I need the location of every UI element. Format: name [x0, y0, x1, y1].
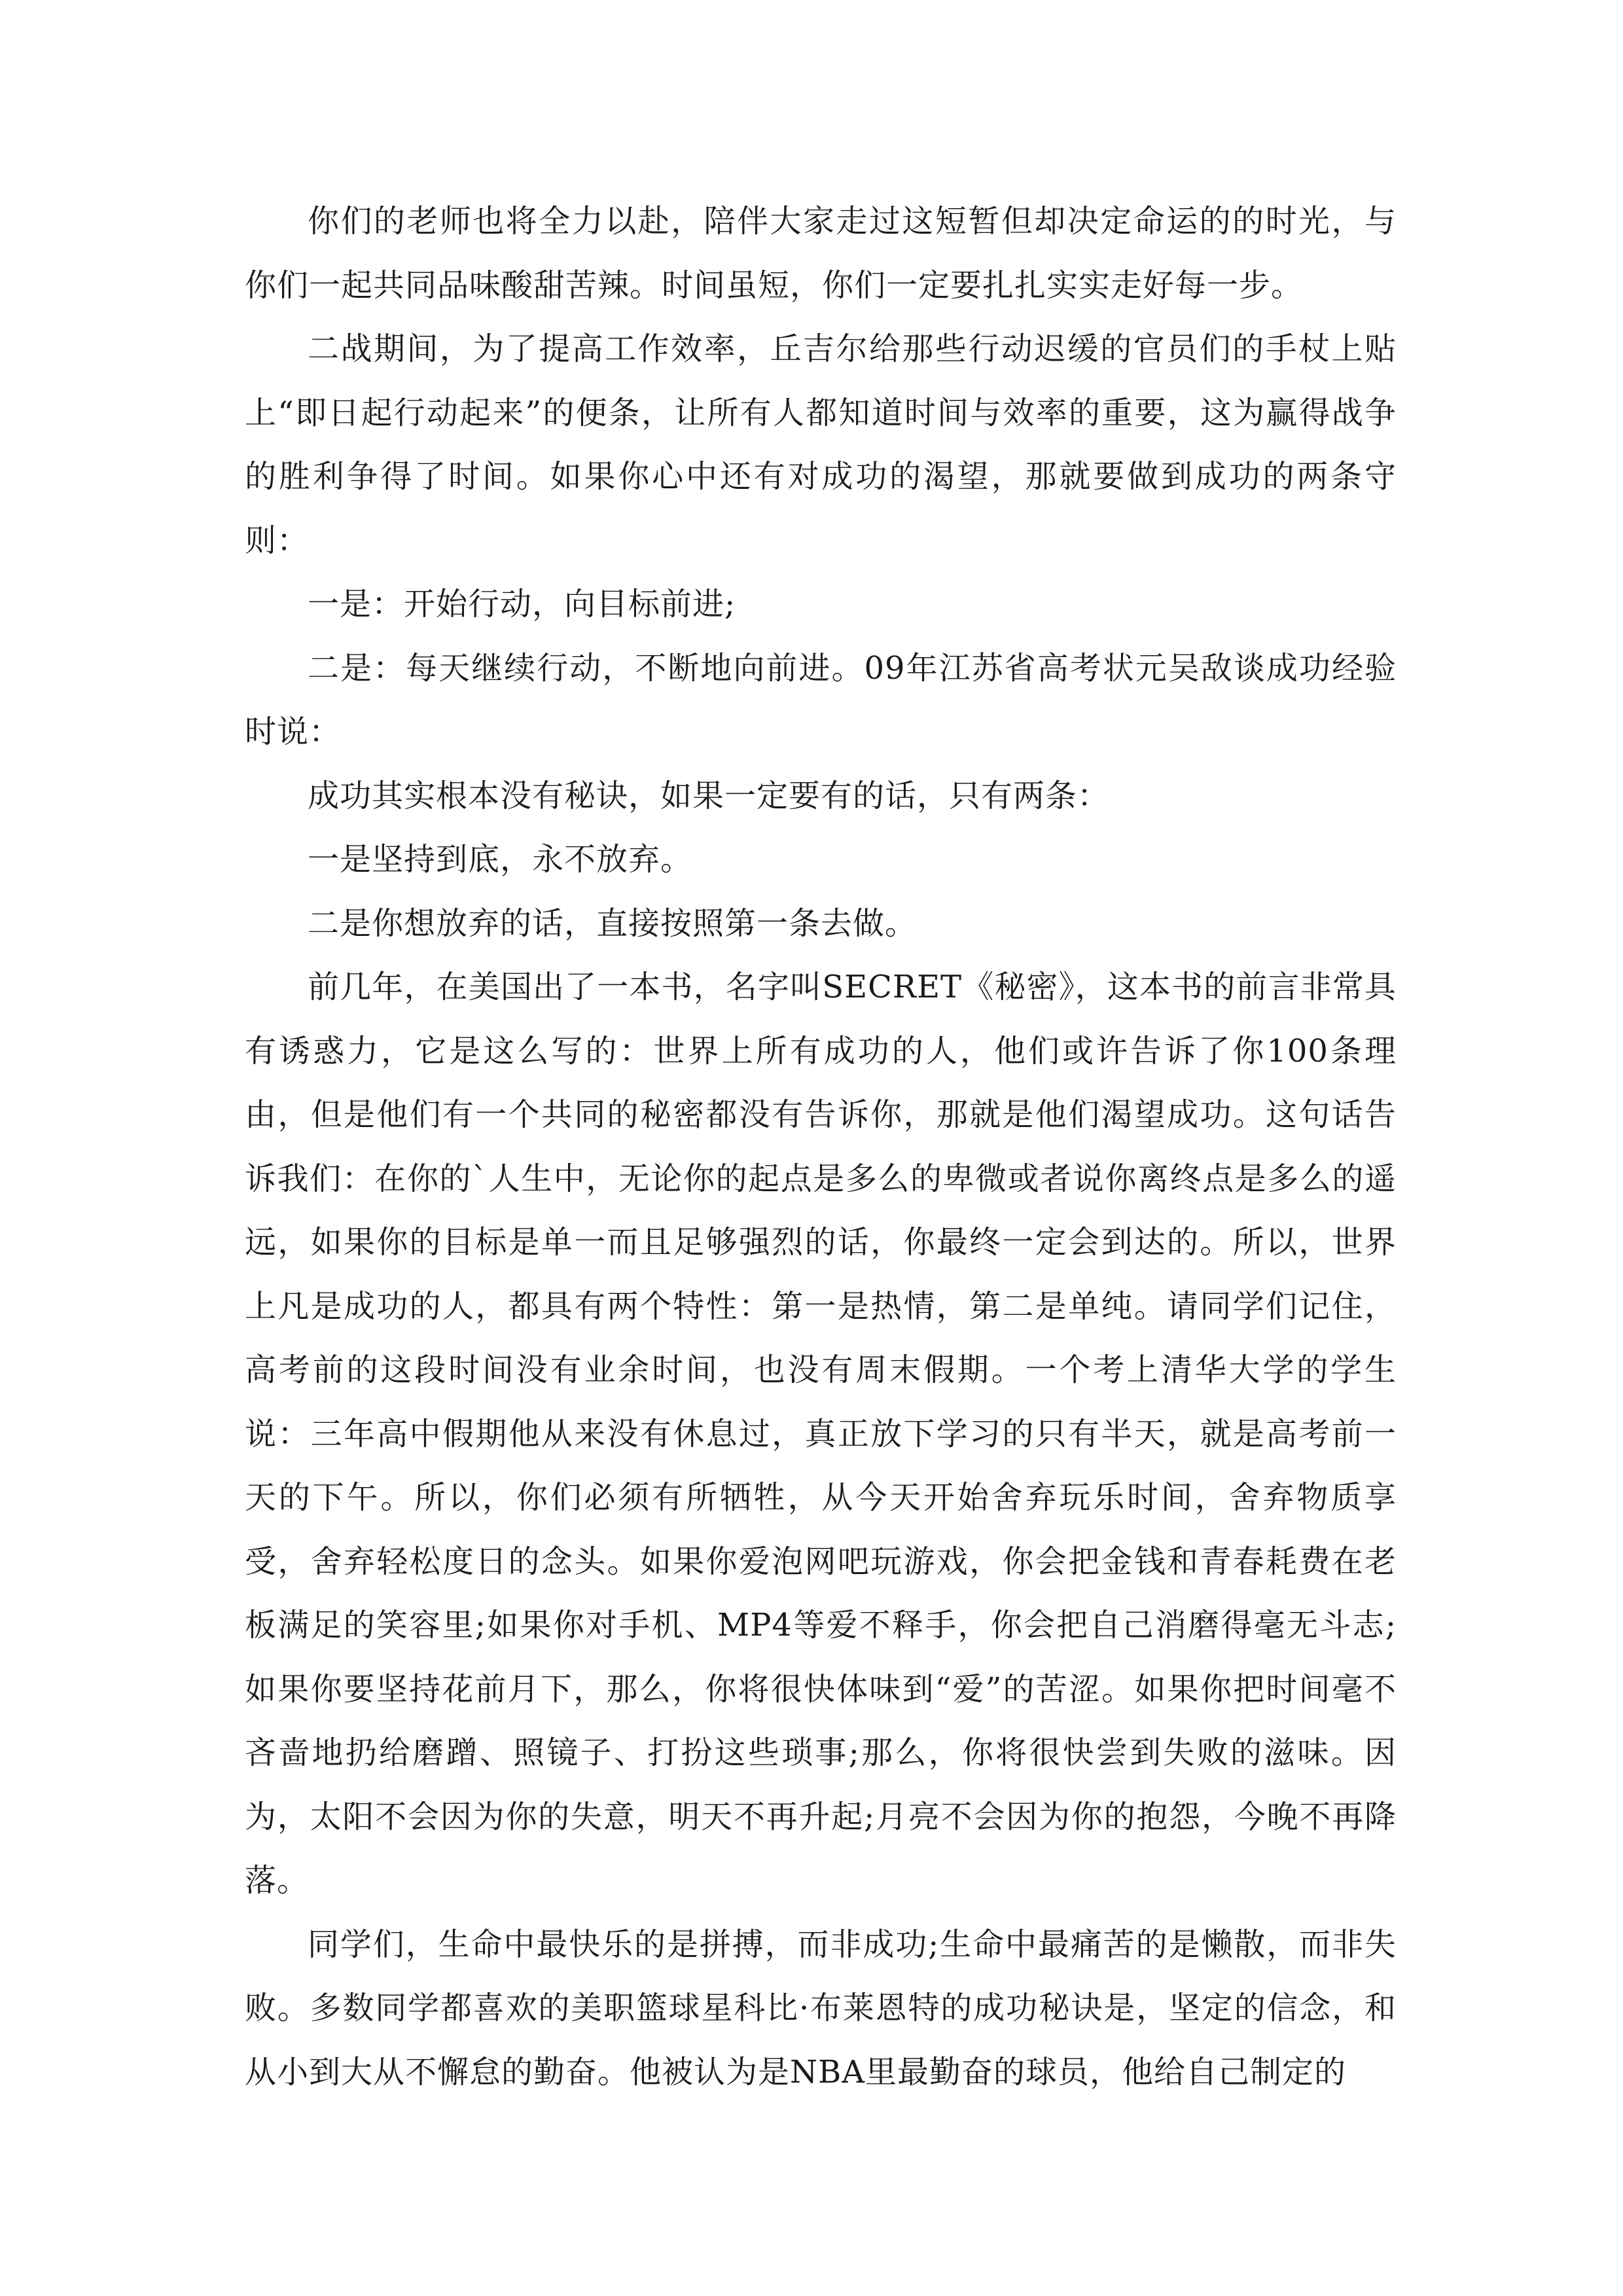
paragraph-9: 同学们，生命中最快乐的是拼搏，而非成功;生命中最痛苦的是懒散，而非失败。多数同学都喜欢的美职篮球星科比·布莱恩特的成功秘诀是，坚定的信念，和从小到大从不懈怠的勤奋。他被认为是NBA里最勤奋的球员，他给自己制定的 — [245, 1926, 1397, 2090]
paragraph-3: 一是：开始行动，向目标前进; — [308, 586, 736, 622]
paragraph-5: 成功其实根本没有秘诀，如果一定要有的话，只有两条： — [308, 777, 1110, 814]
paragraph-4: 二是：每天继续行动，不断地向前进。09年江苏省高考状元吴敌谈成功经验时说： — [245, 649, 1397, 750]
paragraph-2: 二战期间，为了提高工作效率，丘吉尔给那些行动迟缓的官员们的手杖上贴上“即日起行动起来”的便条，让所有人都知道时间与效率的重要，这为赢得战争的胜利争得了时间。如果你心中还有对成功的渴望，那就要做到成功的两条守则： — [245, 331, 1397, 559]
paragraph-7: 二是你想放弃的话，直接按照第一条去做。 — [308, 905, 918, 942]
paragraph-8: 前几年，在美国出了一本书，名字叫SECRET《秘密》，这本书的前言非常具有诱惑力，它是这么写的：世界上所有成功的人，他们或许告诉了你100条理由，但是他们有一个共同的秘密都没有告诉你，那就是他们渴望成功。这句话告诉我们：在你的`人生中，无论你的起点是多么的卑微或者说你离终点是多么的遥远，如果你的目标是单一而且足够强烈的话，你最终一定会到达的。所以，世界上凡是成功的人，都具有两个特性：第一是热情，第二是单纯。请同学们记住，高考前的这段时间没有业余时间，也没有周末假期。一个考上清华大学的学生说：三年高中假期他从来没有休息过，真正放下学习的只有半天，就是高考前一天的下午。所以，你们必须有所牺牲，从今天开始舍弃玩乐时间，舍弃物质享受，舍弃轻松度日的念头。如果你爱泡网吧玩游戏，你会把金钱和青春耗费在老板满足的笑容里;如果你对手机、MP4等爱不释手，你会把自己消磨得毫无斗志;如果你要坚持花前月下，那么，你将很快体味到“爱”的苦涩。如果你把时间毫不吝啬地扔给磨蹭、照镜子、打扮这些琐事;那么，你将很快尝到失败的滋味。因为，太阳不会因为你的失意，明天不再升起;月亮不会因为你的抱怨，今晚不再降落。 — [245, 969, 1397, 1899]
paragraph-1: 你们的老师也将全力以赴，陪伴大家走过这短暂但却决定命运的的时光，与你们一起共同品味酸甜苦辣。时间虽短，你们一定要扎扎实实走好每一步。 — [245, 203, 1397, 304]
body-text — [245, 190, 1397, 2104]
paragraph-6: 一是坚持到底，永不放弃。 — [308, 841, 693, 878]
